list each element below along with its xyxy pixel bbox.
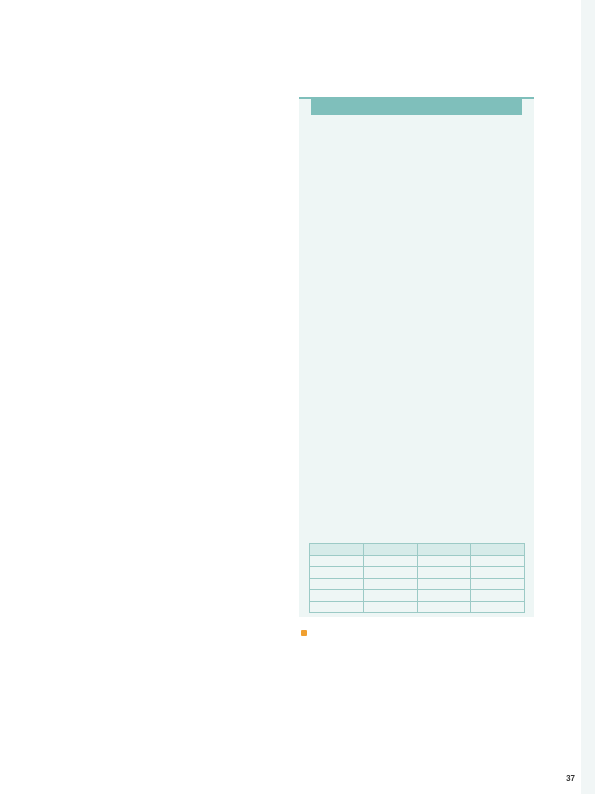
- table-header-cell: [417, 544, 471, 556]
- table-header-cell: [471, 544, 525, 556]
- table-cell: [417, 601, 471, 613]
- table-cell: [363, 567, 417, 579]
- table-cell: [417, 590, 471, 602]
- table-row: [310, 555, 525, 567]
- sidebar-banner: [311, 98, 522, 115]
- table-row-label: [310, 601, 364, 613]
- table-row-label: [310, 578, 364, 590]
- table-cell: [471, 601, 525, 613]
- table-header-cell: [363, 544, 417, 556]
- table-row: [310, 601, 525, 613]
- table-cell: [363, 578, 417, 590]
- table-cell: [471, 578, 525, 590]
- table-row-label: [310, 567, 364, 579]
- body-paragraph: [298, 625, 534, 642]
- table-cell: [363, 590, 417, 602]
- right-column-lower: [298, 625, 534, 642]
- table-cell: [417, 578, 471, 590]
- table-header-row: [310, 544, 525, 556]
- table-row-label: [310, 590, 364, 602]
- table-cell: [363, 601, 417, 613]
- table-row: [310, 567, 525, 579]
- table-header-cell: [310, 544, 364, 556]
- margin-tab: [581, 0, 595, 794]
- sidebar-box: [299, 97, 534, 617]
- table-cell: [471, 555, 525, 567]
- page-number: 37: [566, 774, 575, 783]
- table-cell: [363, 555, 417, 567]
- table-row-label: [310, 555, 364, 567]
- page-footer: [564, 774, 575, 783]
- table-row: [310, 578, 525, 590]
- table-row: [310, 590, 525, 602]
- forecast-table: [309, 543, 525, 613]
- article-end-icon: [301, 630, 307, 636]
- table-cell: [471, 567, 525, 579]
- table-cell: [417, 567, 471, 579]
- table-cell: [471, 590, 525, 602]
- table-cell: [417, 555, 471, 567]
